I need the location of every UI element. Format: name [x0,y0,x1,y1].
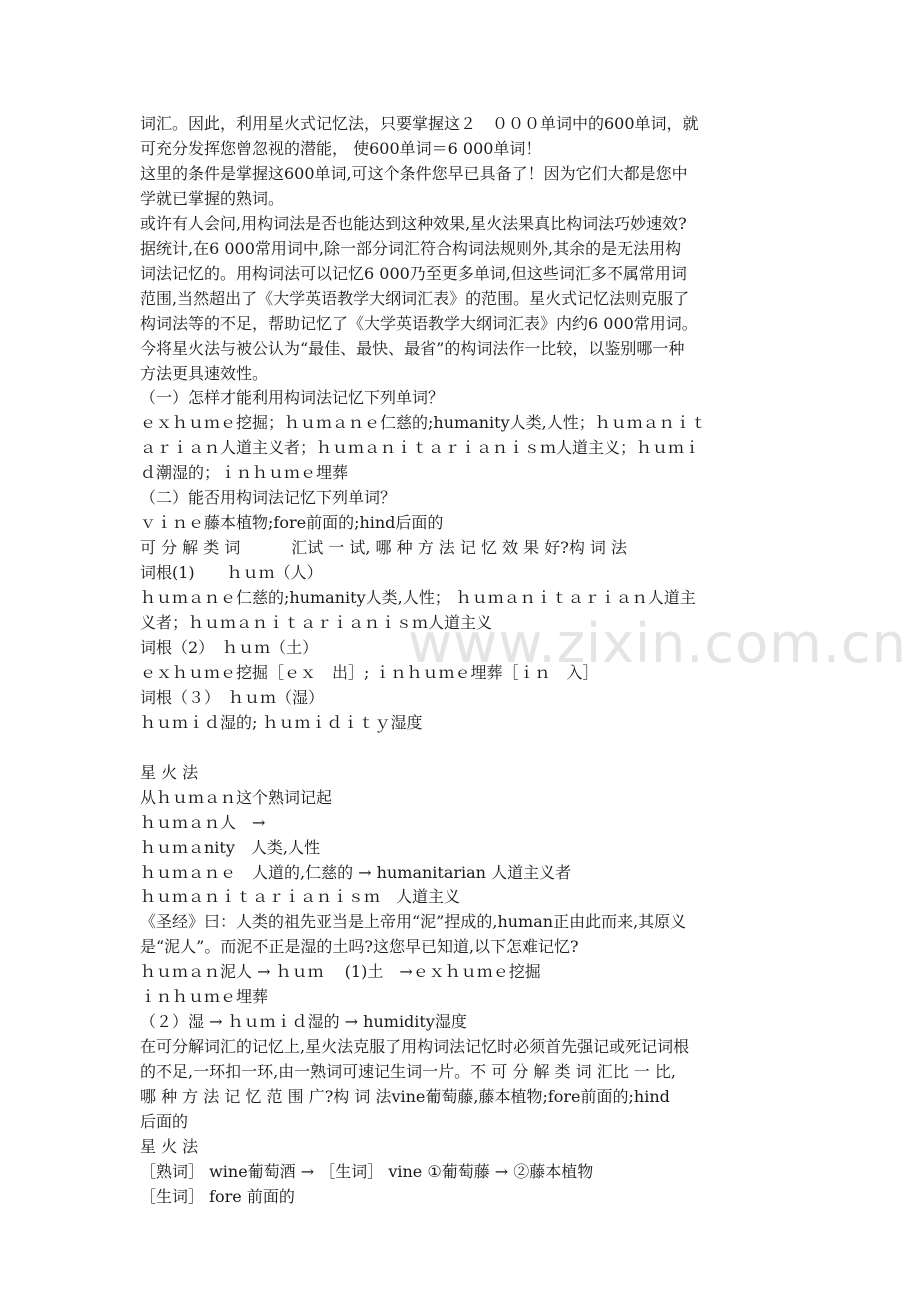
text-line: ［生词］ fore 前面的 [140,1186,295,1206]
text-line: ｉｎｈｕｍｅ埋葬 [140,987,269,1007]
text-line: 词汇。因此，利用星火式记忆法，只要掌握这２ ０００单词中的600单词，就 [140,114,699,133]
text-line: 或许有人会问,用构词法是否也能达到这种效果,星火法果真比构词法巧妙速效? [140,213,687,233]
text-line: 词根(1) ｈｕｍ（人） [140,563,323,583]
text-line: 后面的 [140,1112,189,1131]
text-line: 星 火 法 [140,1136,199,1156]
text-line: ｈｕｍａｎｅ仁慈的;humanity人类,人性； ｈｕｍａｎｉｔａｒｉａｎ人道主 [140,588,696,608]
watermark: www.zixin.com.cn [408,612,907,675]
text-line: （２）湿 → ｈｕｍｉｄ湿的 → humidity湿度 [140,1012,467,1032]
text-line: 词根（３） ｈｕｍ（湿） [140,687,325,707]
text-line: 词法记忆的。用构词法可以记忆6 000乃至更多单词,但这些词汇多不属常用词 [140,263,687,283]
text-line: ａｒｉａｎ人道主义者；ｈｕｍａｎｉｔａｒｉａｎｉｓｍ人道主义；ｈｕｍｉ [140,438,701,458]
text-line: 可 分 解 类 词 汇试 一 试, 哪 种 方 法 记 忆 效 果 好?构 词 法 [140,538,627,558]
text-line: 的不足,一环扣一环,由一熟词可速记生词一片。不 可 分 解 类 词 汇比 一 比, [140,1062,676,1082]
text-line: 范围,当然超出了《大学英语教学大纲词汇表》的范围。星火式记忆法则克服了 [140,288,690,308]
text-line: 《圣经》曰：人类的祖先亚当是上帝用“泥”捏成的,human正由此而来,其原义 [140,912,687,932]
text-line: ｈｕｍａｎ人 → [140,812,266,832]
text-line: 方法更具速效性。 [140,363,269,383]
text-line: 在可分解词汇的记忆上,星火法克服了用构词法记忆时必须首先强记或死记词根 [140,1037,690,1057]
text-line: ｈｕｍｉｄ湿的; ｈｕｍｉｄｉｔｙ湿度 [140,712,423,732]
text-line: 今将星火法与被公认为“最佳、最快、最省”的构词法作一比较，以鉴别哪一种 [140,338,685,358]
text-line: ｈｕｍａｎｅ 人道的,仁慈的 → humanitarian 人道主义者 [140,862,572,882]
text-line: ｅｘｈｕｍｅ挖掘；ｈｕｍａｎｅ仁慈的;humanity人类,人性；ｈｕｍａｎｉｔ [140,413,707,433]
text-line: 这里的条件是掌握这600单词,可这个条件您早已具备了！因为它们大都是您中 [140,163,688,183]
text-line: 构词法等的不足，帮助记忆了《大学英语教学大纲词汇表》内约6 000常用词。 [140,313,698,333]
text-line: 是“泥人”。而泥不正是湿的土吗?这您早已知道,以下怎难记忆? [140,937,579,957]
text-line: 义者；ｈｕｍａｎｉｔａｒｉａｎｉｓｍ人道主义 [140,613,493,632]
text-line: 据统计,在6 000常用词中,除一部分词汇符合构词法规则外,其余的是无法用构 [140,238,682,258]
text-line: 哪 种 方 法 记 忆 范 围 广?构 词 法vine葡萄藤,藤本植物;fore前面的;hind [140,1087,670,1107]
text-line: 星 火 法 [140,762,199,782]
text-line: （一）怎样才能利用构词法记忆下列单词？ [140,388,445,408]
text-line: ｅｘｈｕｍｅ挖掘［ｅｘ 出］; ｉｎｈｕｍｅ埋葬［ｉｎ 入］ [140,662,599,682]
text-line: （二）能否用构词法记忆下列单词？ [140,488,397,508]
text-line: 词根（2） ｈｕｍ（土） [140,637,319,657]
text-line: 学就已掌握的熟词。 [140,188,285,208]
text-line: ｈｕｍａｎ泥人 → ｈｕｍ (1)土 →ｅｘｈｕｍｅ挖掘 [140,962,541,982]
text-line: ｖｉｎｅ藤本植物;fore前面的;hind后面的 [140,513,444,533]
text-line: ｄ潮湿的；ｉｎｈｕｍｅ埋葬 [140,463,349,483]
text-line: ｈｕｍａｎｉｔａｒｉａｎｉｓｍ 人道主义 [140,887,461,907]
text-line: ［熟词］ wine葡萄酒 → ［生词］ vine ①葡萄藤 → ②藤本植物 [140,1161,594,1181]
text-line: 从ｈｕｍａｎ这个熟词记起 [140,787,333,807]
text-line: ｈｕｍａnity 人类,人性 [140,837,320,857]
text-line: 可充分发挥您曾忽视的潜能， 使600单词＝6 000单词！ [140,138,542,158]
